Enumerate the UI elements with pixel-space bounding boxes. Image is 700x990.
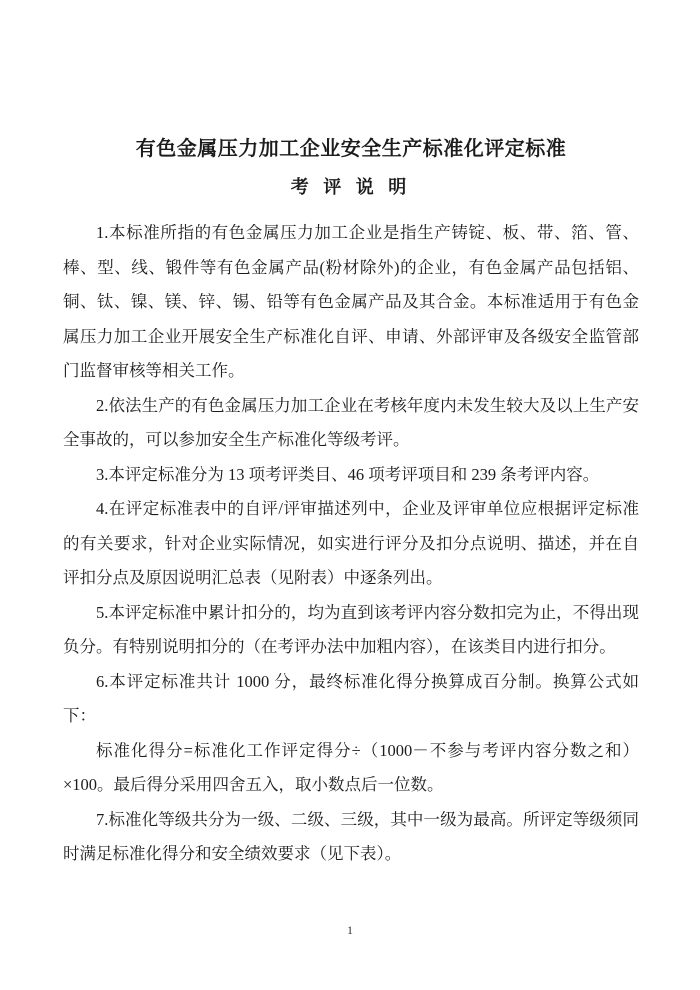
paragraph-6: 6.本评定标准共计 1000 分，最终标准化得分换算成百分制。换算公式如下： (63, 671, 639, 725)
document-content (63, 136, 639, 872)
paragraph-2: 2.依法生产的有色金属压力加工企业在考核年度内未发生较大及以上生产安全事故的，可以参加安全生产标准化等级考评。 (63, 395, 639, 449)
document-subtitle: 考 评 说 明 (290, 177, 412, 197)
paragraph-formula: 标准化得分=标准化工作评定得分÷（1000－不参与考评内容分数之和）×100。最后得分采用四舍五入，取小数点后一位数。 (63, 740, 639, 794)
page-number: 1 (347, 923, 353, 937)
paragraph-3: 3.本评定标准分为 13 项考评类目、46 项考评项目和 239 条考评内容。 (96, 464, 600, 484)
paragraph-7: 7.标准化等级共分为一级、二级、三级，其中一级为最高。所评定等级须同时满足标准化得分和安全绩效要求（见下表）。 (63, 809, 639, 863)
paragraph-5: 5.本评定标准中累计扣分的，均为直到该考评内容分数扣完为止，不得出现负分。有特别说明扣分的（在考评办法中加粗内容），在该类目内进行扣分。 (63, 602, 639, 656)
paragraph-1: 1.本标准所指的有色金属压力加工企业是指生产铸锭、板、带、箔、管、棒、型、线、锻件等有色金属产品(粉材除外)的企业，有色金属产品包括铝、铜、钛、镍、镁、锌、锡、铅等有色金属产品及其合金。本标准适用于有色金属压力加工企业开展安全生产标准化自评、申请、外部评审及各级安全监管部门监督审核等相关工作。 (63, 223, 639, 380)
paragraph-4: 4.在评定标准表中的自评/评审描述列中，企业及评审单位应根据评定标准的有关要求，针对企业实际情况，如实进行评分及扣分点说明、描述，并在自评扣分点及原因说明汇总表（见附表）中逐条列出。 (63, 499, 639, 587)
document-title: 有色金属压力加工企业安全生产标准化评定标准 (135, 138, 567, 160)
